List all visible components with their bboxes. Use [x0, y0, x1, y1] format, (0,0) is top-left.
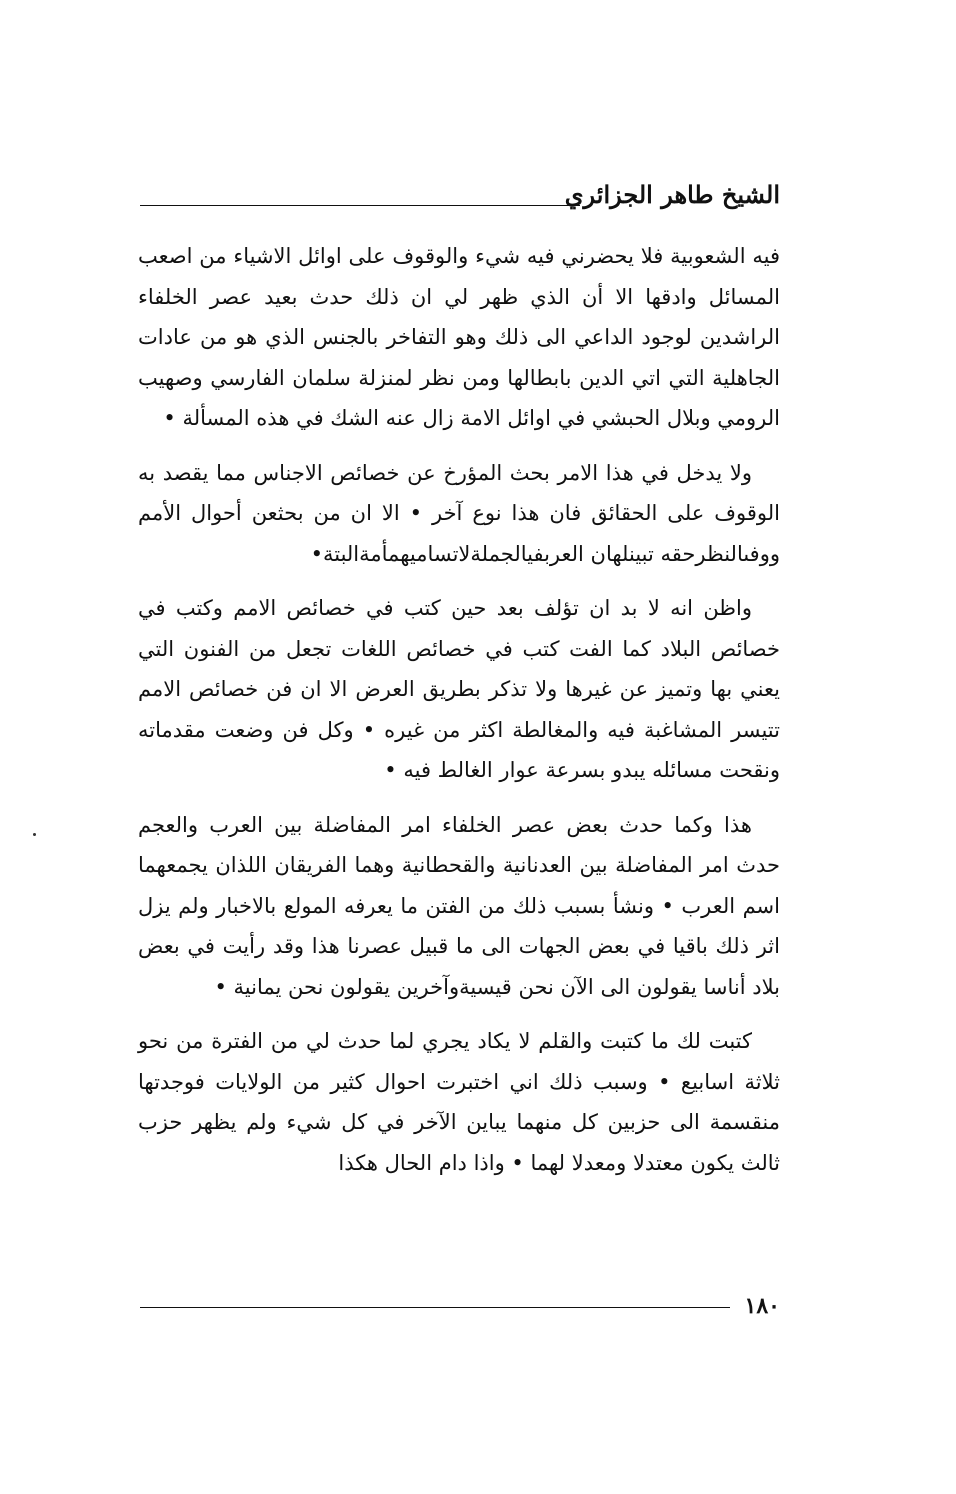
running-title: الشيخ طاهر الجزائري — [564, 180, 780, 209]
page-footer — [140, 1290, 780, 1326]
paragraph: فيه الشعوبية فلا يحضرني فيه شيء والوقوف على اوائل الاشياء من اصعب المسائل وادقها الا أن الذي ظهر لي ان ذلك حدث بعيد عصر الخلفاء الراشدين لوجود الداعي الى ذلك وهو التفاخر بالجنس الذي هو من عادات الجاهلية التي اتي الدين بابطالها ومن نظر لمنزلة سلمان الفارسي وصهيب الرومي وبلال الحبشي في اوائل الامة زال عنه الشك في هذه المسألة • — [138, 244, 780, 430]
paragraph: ولا يدخل في هذا الامر بحث المؤرخ عن خصائص الاجناس مما يقصد به الوقوف على الحقائق فان هذا نوع آخر • الا ان من بحثعن أحوال الأمم ووفىالنظرحقه تبينلهان العربفيالجملةلاتساميهمأمةالبتة• — [138, 460, 780, 566]
paragraph: هذا وكما حدث بعض عصر الخلفاء امر المفاضلة بين العرب والعجم حدث امر المفاضلة بين العدنانية والقحطانية وهما الفريقان اللذان يجمعهما اسم العرب • ونشأ بسبب ذلك من الفتن ما يعرفه المولع بالاخبار ولم يزل اثر ذلك باقيا في بعض الجهات الى ما قبيل عصرنا هذا وقد رأيت في بعض بلاد أناسا يقولون الى الآن نحن قيسيةوآخرين يقولون نحن يمانية • — [138, 812, 780, 999]
header-rule — [140, 205, 580, 206]
scan-speck — [33, 833, 36, 836]
text-body — [138, 236, 780, 1197]
footer-rule — [140, 1307, 730, 1308]
page-number: ١٨٠ — [744, 1293, 780, 1319]
paragraph: واظن انه لا بد ان تؤلف بعد حين كتب في خصائص الامم وكتب في خصائص البلاد كما الفت كتب في خصائص اللغات تجعل من الفنون التي يعني بها وتميز عن غيرها ولا تذكر بطريق العرض الا ان فن خصائص الامم تتيسر المشاغبة فيه والمغالطة اكثر من غيره • وكل فن وضعت مقدماته ونقحت مسائله يبدو بسرعة عوار الغالط فيه • — [138, 596, 780, 782]
paragraph: كتبت لك ما كتبت والقلم لا يكاد يجري لما حدث لي من الفترة من نحو ثلاثة اسابيع • وسبب ذلك اني اختبرت احوال كثير من الولايات فوجدتها منقسمة الى حزبين كل منهما يباين الآخر في كل شيء ولم يظهر حزب ثالث يكون معتدلا ومعدلا لهما • واذا دام الحال هكذا — [138, 1029, 780, 1175]
running-header — [140, 178, 780, 218]
